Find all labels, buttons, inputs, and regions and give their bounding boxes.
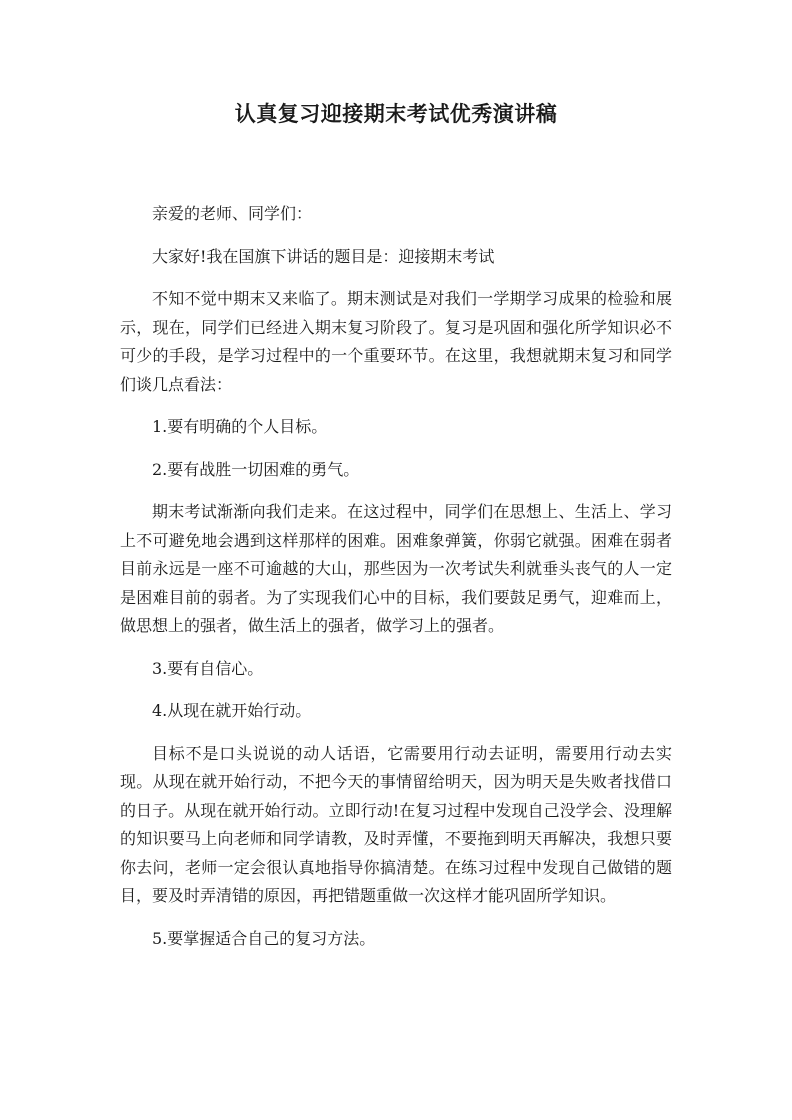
list-item-point-5: 5.要掌握适合自己的复习方法。 (152, 928, 376, 948)
paragraph-topic: 大家好!我在国旗下讲话的题目是：迎接期末考试 (152, 246, 495, 266)
paragraph-courage: 期末考试渐渐向我们走来。在这过程中，同学们在思想上、生活上、学习上不可避免地会遇到这样那样的困难。困难象弹簧，你弱它就强。困难在弱者目前永远是一座不可逾越的大山，那些因为一次考试失利就垂头丧气的人一定是困难目前的弱者。为了实现我们心中的目标，我们要鼓足勇气，迎难而上，做思想上的强者，做生活上的强者，做学习上的强者。 (120, 502, 672, 635)
paragraph-action: 目标不是口头说说的动人话语，它需要用行动去证明，需要用行动去实现。从现在就开始行动，不把今天的事情留给明天，因为明天是失败者找借口的日子。从现在就开始行动。立即行动!在复习过程中发现自己没学会、没理解的知识要马上向老师和同学请教，及时弄懂，不要拖到明天再解决，我想只要你去问，老师一定会很认真地指导你搞清楚。在练习过程中发现自己做错的题目，要及时弄清错的原因，再把错题重做一次这样才能巩固所学知识。 (120, 743, 672, 905)
document-title: 认真复习迎接期末考试优秀演讲稿 (234, 102, 558, 126)
list-item-point-1: 1.要有明确的个人目标。 (152, 417, 328, 436)
paragraph-greeting: 亲爱的老师、同学们： (152, 204, 313, 223)
list-item-point-2: 2.要有战胜一切困难的勇气。 (152, 459, 360, 479)
document-body (120, 200, 672, 967)
list-item-point-3: 3.要有自信心。 (152, 658, 264, 678)
paragraph-intro: 不知不觉中期末又来临了。期末测试是对我们一学期学习成果的检验和展示，现在，同学们已经进入期末复习阶段了。复习是巩固和强化所学知识必不可少的手段，是学习过程中的一个重要环节。在这里，我想就期末复习和同学们谈几点看法： (120, 289, 672, 394)
list-item-point-4: 4.从现在就开始行动。 (152, 701, 312, 720)
